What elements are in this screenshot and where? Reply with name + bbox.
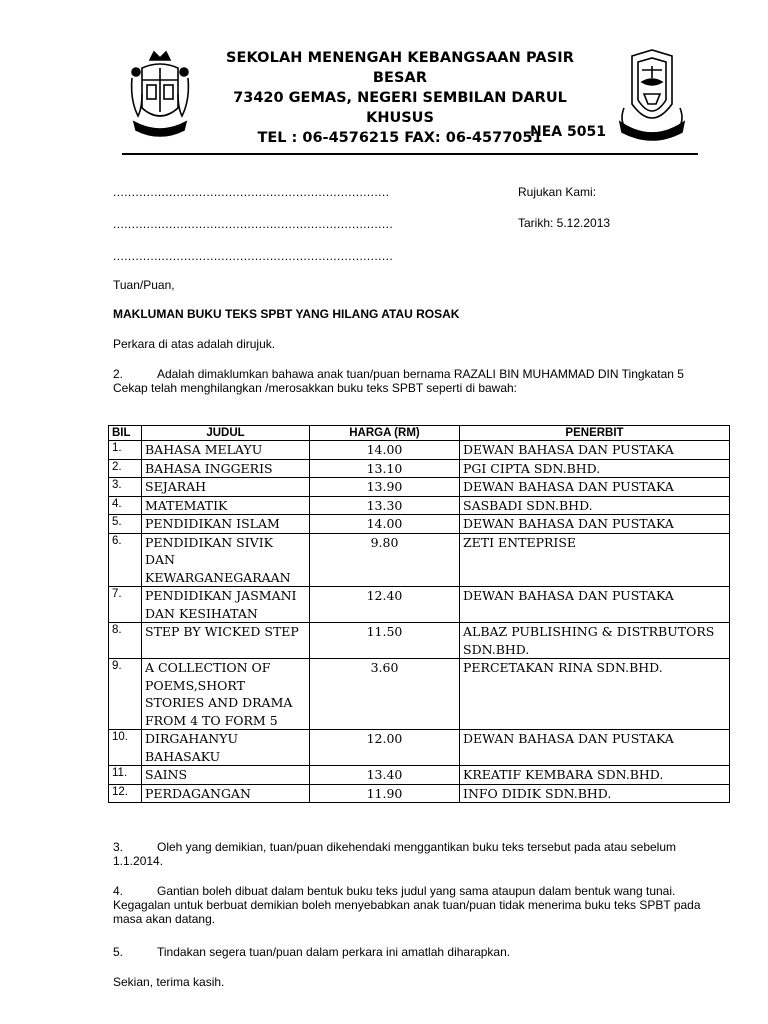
address-line-1: .......................................................................... bbox=[113, 185, 390, 199]
paragraph-3-number: 3. bbox=[113, 840, 124, 854]
cell-harga: 12.40 bbox=[310, 587, 460, 623]
header-divider bbox=[122, 153, 698, 155]
school-crest-logo bbox=[616, 48, 688, 144]
table-row bbox=[109, 515, 730, 534]
table-row bbox=[109, 784, 730, 803]
cell-bil: 6. bbox=[109, 533, 142, 587]
intro-paragraph: Perkara di atas adalah dirujuk. bbox=[113, 337, 276, 351]
cell-judul: SEJARAH bbox=[142, 478, 310, 497]
paragraph-4-text: Gantian boleh dibuat dalam bentuk buku teks judul yang sama ataupun dalam bentuk wang tunai. Kegagalan untuk berbuat demikian boleh menyebabkan anak tuan/puan tidak menerima buku teks SPBT pada masa akan datang. bbox=[113, 884, 701, 926]
cell-judul: PENDIDIKAN JASMANI DAN KESIHATAN bbox=[142, 587, 310, 623]
cell-bil: 4. bbox=[109, 496, 142, 515]
cell-bil: 3. bbox=[109, 478, 142, 497]
paragraph-5-text: Tindakan segera tuan/puan dalam perkara ini amatlah diharapkan. bbox=[157, 945, 511, 959]
cell-judul: A COLLECTION OF POEMS,SHORT STORIES AND DRAMA FROM 4 TO FORM 5 bbox=[142, 659, 310, 730]
cell-judul: BAHASA MELAYU bbox=[142, 441, 310, 460]
paragraph-2-text: Adalah dimaklumkan bahawa anak tuan/puan bernama RAZALI BIN MUHAMMAD DIN Tingkatan 5 Cekap telah menghilangkan /merosakkan buku teks SPBT seperti di bawah: bbox=[113, 367, 684, 395]
cell-harga: 3.60 bbox=[310, 659, 460, 730]
book-table bbox=[108, 425, 730, 803]
date-label: Tarikh: 5.12.2013 bbox=[518, 216, 611, 230]
school-name: SEKOLAH MENENGAH KEBANGSAAN PASIR BESAR bbox=[225, 50, 575, 86]
cell-harga: 14.00 bbox=[310, 441, 460, 460]
cell-penerbit: DEWAN BAHASA DAN PUSTAKA bbox=[460, 478, 730, 497]
cell-bil: 7. bbox=[109, 587, 142, 623]
table-header-row bbox=[109, 426, 730, 441]
closing-line: Sekian, terima kasih. bbox=[113, 975, 225, 989]
cell-bil: 12. bbox=[109, 784, 142, 803]
cell-judul: BAHASA INGGERIS bbox=[142, 459, 310, 478]
table-row bbox=[109, 623, 730, 659]
paragraph-5 bbox=[113, 945, 711, 959]
cell-harga: 14.00 bbox=[310, 515, 460, 534]
header-bil: BIL bbox=[109, 426, 142, 441]
cell-penerbit: ZETI ENTEPRISE bbox=[460, 533, 730, 587]
cell-harga: 13.40 bbox=[310, 766, 460, 785]
paragraph-4 bbox=[113, 884, 711, 926]
paragraph-3 bbox=[113, 840, 711, 868]
table-row bbox=[109, 766, 730, 785]
cell-harga: 12.00 bbox=[310, 730, 460, 766]
cell-judul: SAINS bbox=[142, 766, 310, 785]
header-judul: JUDUL bbox=[142, 426, 310, 441]
cell-penerbit: PGI CIPTA SDN.BHD. bbox=[460, 459, 730, 478]
cell-penerbit: KREATIF KEMBARA SDN.BHD. bbox=[460, 766, 730, 785]
cell-harga: 13.10 bbox=[310, 459, 460, 478]
cell-harga: 11.50 bbox=[310, 623, 460, 659]
header-harga: HARGA (RM) bbox=[310, 426, 460, 441]
cell-penerbit: ALBAZ PUBLISHING & DISTRBUTORS SDN.BHD. bbox=[460, 623, 730, 659]
reference-label: Rujukan Kami: bbox=[518, 185, 597, 199]
address-line-3: ........................................................................... bbox=[113, 249, 394, 263]
cell-harga: 9.80 bbox=[310, 533, 460, 587]
cell-bil: 10. bbox=[109, 730, 142, 766]
paragraph-3-text: Oleh yang demikian, tuan/puan dikehendaki menggantikan buku teks tersebut pada atau sebelum 1.1.2014. bbox=[113, 840, 677, 868]
school-address: 73420 GEMAS, NEGERI SEMBILAN DARUL KHUSUS bbox=[233, 90, 567, 126]
table-row bbox=[109, 587, 730, 623]
cell-judul: DIRGAHANYU BAHASAKU bbox=[142, 730, 310, 766]
cell-penerbit: DEWAN BAHASA DAN PUSTAKA bbox=[460, 587, 730, 623]
document-code: NEA 5051 bbox=[530, 124, 606, 140]
cell-penerbit: DEWAN BAHASA DAN PUSTAKA bbox=[460, 515, 730, 534]
table-row bbox=[109, 441, 730, 460]
cell-judul: PENDIDIKAN ISLAM bbox=[142, 515, 310, 534]
cell-penerbit: PERCETAKAN RINA SDN.BHD. bbox=[460, 659, 730, 730]
cell-bil: 11. bbox=[109, 766, 142, 785]
cell-bil: 5. bbox=[109, 515, 142, 534]
header-penerbit: PENERBIT bbox=[460, 426, 730, 441]
paragraph-5-number: 5. bbox=[113, 945, 124, 959]
table-row bbox=[109, 533, 730, 587]
cell-harga: 13.90 bbox=[310, 478, 460, 497]
cell-harga: 11.90 bbox=[310, 784, 460, 803]
cell-judul: STEP BY WICKED STEP bbox=[142, 623, 310, 659]
cell-penerbit: SASBADI SDN.BHD. bbox=[460, 496, 730, 515]
cell-judul: MATEMATIK bbox=[142, 496, 310, 515]
state-crest-logo bbox=[128, 50, 192, 142]
salutation: Tuan/Puan, bbox=[113, 278, 175, 292]
cell-penerbit: INFO DIDIK SDN.BHD. bbox=[460, 784, 730, 803]
school-contact: TEL : 06-4576215 FAX: 06-4577051 bbox=[257, 130, 543, 146]
table-row bbox=[109, 478, 730, 497]
address-line-2: ........................................................................... bbox=[113, 217, 394, 231]
subject-heading: MAKLUMAN BUKU TEKS SPBT YANG HILANG ATAU ROSAK bbox=[113, 307, 460, 321]
cell-bil: 8. bbox=[109, 623, 142, 659]
table-row bbox=[109, 496, 730, 515]
table-row bbox=[109, 659, 730, 730]
cell-bil: 1. bbox=[109, 441, 142, 460]
cell-bil: 2. bbox=[109, 459, 142, 478]
cell-judul: PERDAGANGAN bbox=[142, 784, 310, 803]
cell-penerbit: DEWAN BAHASA DAN PUSTAKA bbox=[460, 441, 730, 460]
cell-harga: 13.30 bbox=[310, 496, 460, 515]
paragraph-2 bbox=[113, 367, 711, 395]
table-row bbox=[109, 730, 730, 766]
cell-penerbit: DEWAN BAHASA DAN PUSTAKA bbox=[460, 730, 730, 766]
paragraph-2-number: 2. bbox=[113, 367, 124, 381]
table-row bbox=[109, 459, 730, 478]
cell-judul: PENDIDIKAN SIVIK DAN KEWARGANEGARAAN bbox=[142, 533, 310, 587]
cell-bil: 9. bbox=[109, 659, 142, 730]
paragraph-4-number: 4. bbox=[113, 884, 124, 898]
